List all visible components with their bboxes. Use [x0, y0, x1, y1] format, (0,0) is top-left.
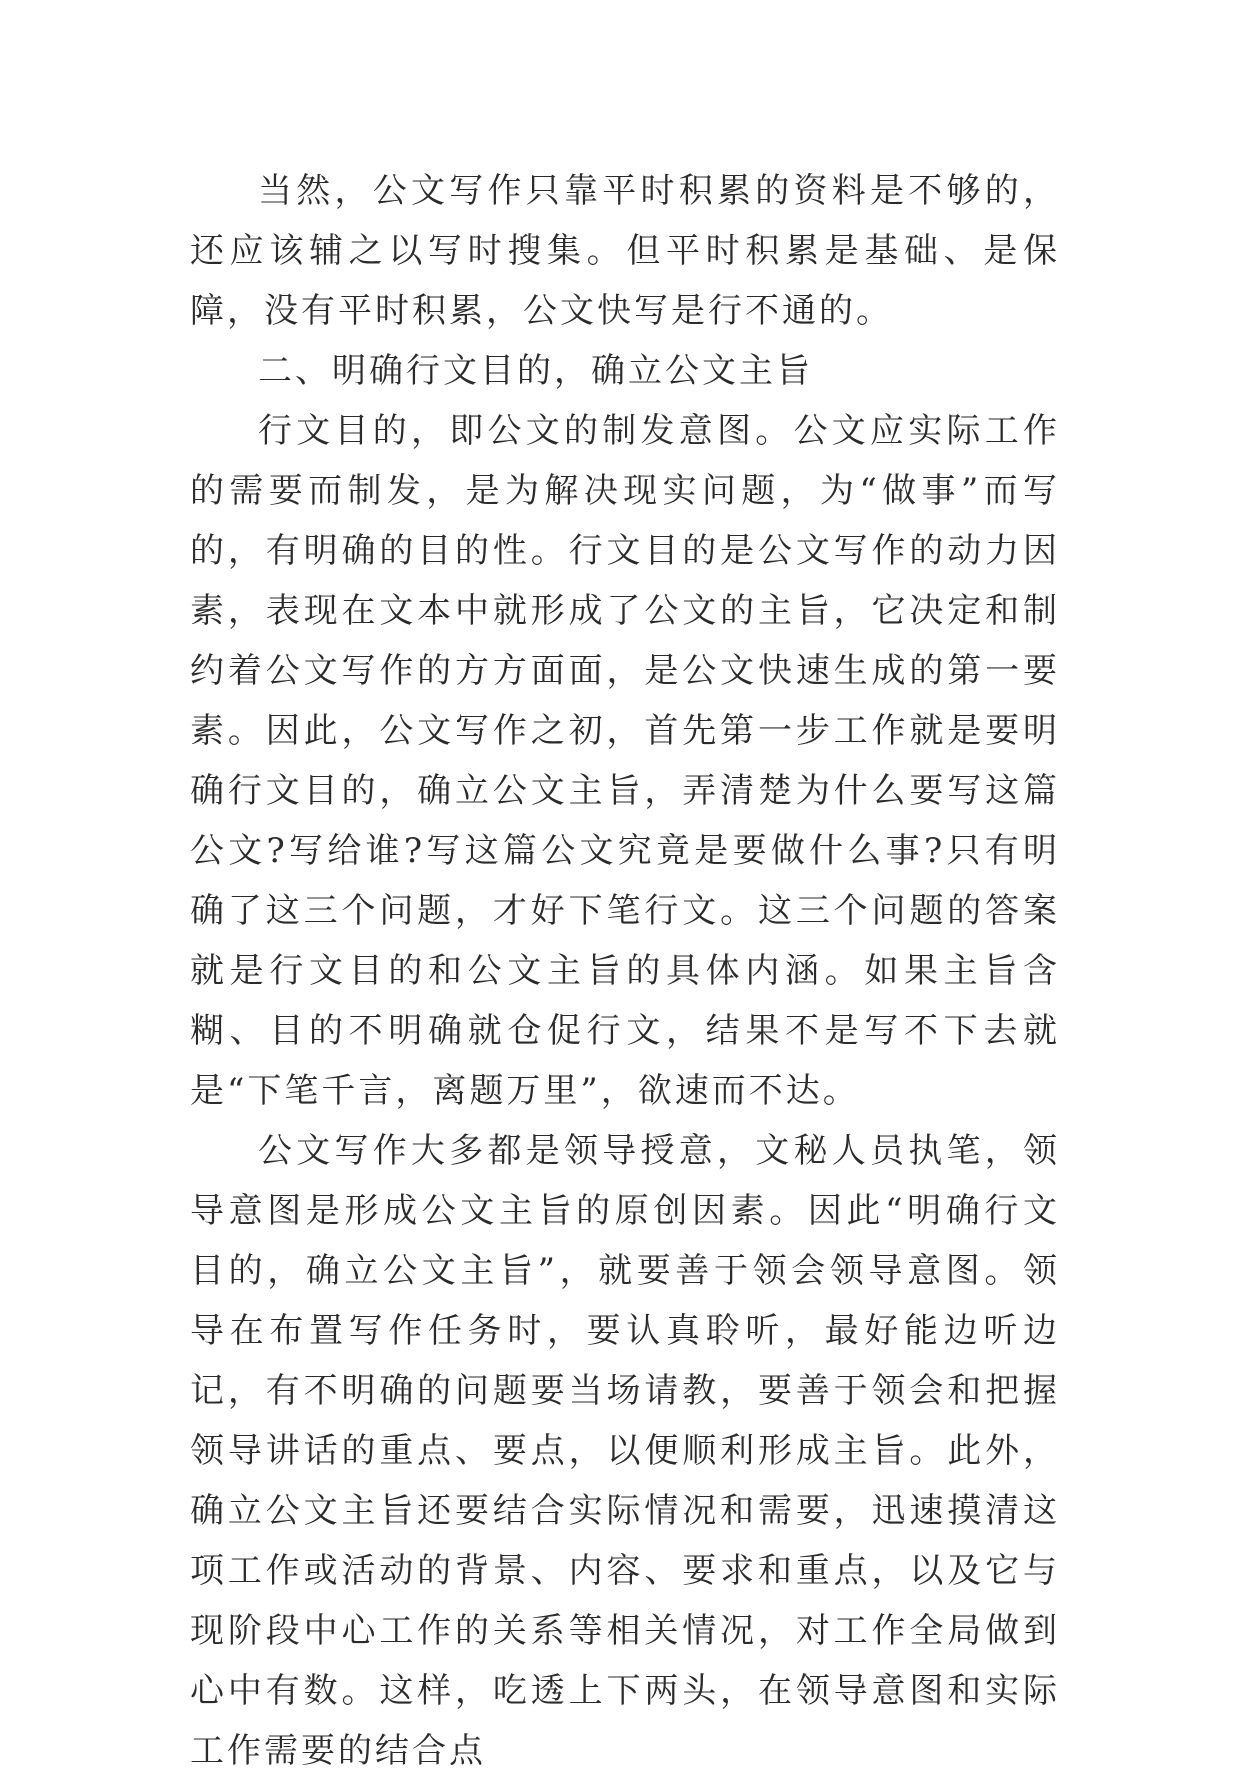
paragraph-purpose: 行文目的，即公文的制发意图。公文应实际工作的需要而制发，是为解决现实问题，为“做事”而写的，有明确的目的性。行文目的是公文写作的动力因素，表现在文本中就形成了公文的主旨，它决定和制约着公文写作的方方面面，是公文快速生成的第一要素。因此，公文写作之初，首先第一步工作就是要明确行文目的，确立公文主旨，弄清楚为什么要写这篇公文?写给谁?写这篇公文究竟是要做什么事?只有明确了这三个问题，才好下笔行文。这三个问题的答案就是行文目的和公文主旨的具体内涵。如果主旨含糊、目的不明确就仓促行文，结果不是写不下去就是“下笔千言，离题万里”，欲速而不达。	[190, 411, 1060, 1111]
paragraph-leadership-intent: 公文写作大多都是领导授意，文秘人员执笔，领导意图是形成公文主旨的原创因素。因此“明确行文目的，确立公文主旨”，就要善于领会领导意图。领导在布置写作任务时，要认真聆听，最好能边听边记，有不明确的问题要当场请教，要善于领会和把握领导讲话的重点、要点，以便顺利形成主旨。此外，确立公文主旨还要结合实际情况和需要，迅速摸清这项工作或活动的背景、内容、要求和重点，以及它与现阶段中心工作的关系等相关情况，对工作全局做到心中有数。这样，吃透上下两头，在领导意图和实际工作需要的结合点	[190, 1131, 1060, 1771]
section-heading: 二、明确行文目的，确立公文主旨	[258, 351, 813, 391]
document-body	[190, 161, 1060, 1781]
paragraph-intro: 当然，公文写作只靠平时积累的资料是不够的，还应该辅之以写时搜集。但平时积累是基础、是保障，没有平时积累，公文快写是行不通的。	[190, 171, 1060, 331]
